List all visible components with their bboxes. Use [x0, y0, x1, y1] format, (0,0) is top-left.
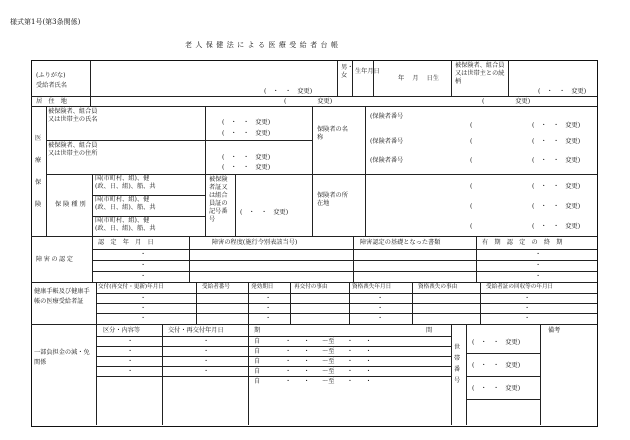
card-effective-dot-2: ・ — [265, 305, 272, 312]
burden-header-issue: 交付・再交付年月日 — [168, 327, 224, 334]
insurer-change-2: ( ・ ・ 変更) — [532, 138, 581, 145]
insurance-type-options-3: 国(市町村、組)、健(政、日、組)、船、共 — [95, 217, 156, 232]
card-issue-dot-3: ・ — [140, 315, 147, 322]
relation-label: 被保険者、組合員又は世帯主との続柄 — [455, 62, 505, 85]
card-header-issue: 交付(再交付・更新)年月日 — [98, 284, 164, 290]
burden-category-dot-3: ・ — [127, 358, 134, 365]
insurer-name-label: 保険者の名称 — [317, 126, 348, 141]
card-header-reissue-reason: 再交付の事由 — [294, 284, 328, 290]
insurer-number-3: (保険者番号 — [370, 157, 404, 164]
disability-header-degree: 障害の程度(施行令別表該当号) — [212, 239, 298, 246]
card-header-effective: 発効期日 — [251, 284, 274, 290]
burden-header-period-1: 期 — [254, 327, 261, 334]
insurer-paren-3: ( — [470, 157, 473, 164]
burden-issue-dot-1: ・ — [203, 338, 210, 345]
disability-date-dot-1: ・ — [140, 251, 147, 258]
period-from-5: 自 — [254, 378, 261, 385]
insurer-address-label: 保険者の所在地 — [317, 192, 348, 207]
insurance-section-label: 医 療 保 険 — [35, 135, 42, 208]
household-change-1: ( ・ ・ 変更) — [472, 339, 521, 346]
birth-label: 生年月日 — [355, 68, 380, 75]
burden-issue-dot-2: ・ — [203, 348, 210, 355]
disability-date-dot-2: ・ — [140, 262, 147, 269]
disability-header-documents: 障害認定の基礎となった書類 — [360, 239, 441, 246]
insurer-paren-2: ( — [470, 138, 473, 145]
relation-change-marker: ( ・ ・ 変更) — [538, 88, 587, 95]
card-loss-dot-2: ・ — [377, 305, 384, 312]
period-from-4: 自 — [254, 368, 261, 375]
insurer-address-change-1: ( ・ ・ 変更) — [532, 183, 581, 190]
card-collection-dot-1: ・ — [524, 295, 531, 302]
insurance-type-options-1: 国(市町村、組)、健(政、日、組)、船、共 — [95, 175, 156, 190]
address-label: 居 住 地 — [36, 98, 67, 105]
household-change-3: ( ・ ・ 変更) — [472, 385, 521, 392]
card-section-label: 健康手帳及び健康手帳の医療受給者証 — [34, 288, 90, 305]
card-collection-dot-2: ・ — [524, 305, 531, 312]
insured-name-change-2: ( ・ ・ 変更) — [222, 130, 271, 137]
household-number-label: 世帯番号 — [454, 344, 461, 384]
period-range-2: ・ ・ ～至 ・ ・ — [285, 348, 372, 355]
recipient-name-label: 受給者氏名 — [36, 82, 67, 89]
household-change-2: ( ・ ・ 変更) — [472, 362, 521, 369]
insurance-type-options-2: 国(市町村、組)、健(政、日、組)、船、共 — [95, 196, 156, 211]
burden-section-label: 一部負担金の減・免関係 — [34, 349, 90, 366]
period-from-2: 自 — [254, 348, 261, 355]
period-range-1: ・ ・ ～至 ・ ・ — [285, 338, 372, 345]
burden-header-period-2: 間 — [426, 327, 433, 334]
furigana-label: (ふりがな) — [36, 72, 66, 79]
insured-address-change: ( ・ ・ 変更) — [222, 154, 271, 161]
disability-term-dot-3: ・ — [535, 273, 542, 280]
burden-header-category: 区分・内容等 — [103, 327, 141, 334]
notes-label: 備考 — [548, 327, 561, 334]
disability-header-date: 認 定 年 月 日 — [98, 239, 154, 246]
birth-value: 年 月 日生 — [398, 75, 440, 82]
name-change-marker: ( ・ ・ 変更) — [264, 88, 313, 95]
burden-category-dot-1: ・ — [127, 338, 134, 345]
disability-term-dot-2: ・ — [535, 262, 542, 269]
period-from-1: 自 — [254, 338, 261, 345]
address-change-marker: ( 変更) — [284, 98, 333, 105]
insurance-type-label: 保険種別 — [55, 201, 88, 208]
disability-term-dot-1: ・ — [535, 251, 542, 258]
card-symbol-label: 被保険者証又は組合員証の記号番号 — [209, 176, 228, 223]
insured-address-change-2: ( ・ ・ 変更) — [222, 164, 271, 171]
burden-category-dot-2: ・ — [127, 348, 134, 355]
card-collection-dot-3: ・ — [524, 315, 531, 322]
burden-issue-dot-4: ・ — [203, 368, 210, 375]
card-effective-dot-1: ・ — [265, 295, 272, 302]
burden-category-dot-4: ・ — [127, 368, 134, 375]
card-header-loss-reason: 資格喪失の事由 — [418, 284, 458, 290]
disability-header-term: 有 期 認 定 の 終 期 — [482, 239, 563, 246]
card-loss-dot-1: ・ — [377, 295, 384, 302]
page-title: 老 人 保 健 法 に よ る 医 療 受 給 者 台 帳 — [185, 41, 339, 49]
card-header-collection: 受給者証の回収等の年月日 — [486, 284, 554, 290]
form-number: 様式第1号(第3条関係) — [10, 18, 81, 26]
insurer-address-change-3: ( ・ ・ 変更) — [532, 223, 581, 230]
disability-date-dot-3: ・ — [140, 273, 147, 280]
card-symbol-change: ( ・ ・ 変更) — [240, 209, 289, 216]
insurer-paren-1: ( — [470, 122, 473, 129]
disability-section-label: 障害の認定 — [36, 256, 75, 263]
insured-name-label: 被保険者、組合員又は世帯主の氏名 — [48, 108, 98, 123]
card-loss-dot-3: ・ — [377, 315, 384, 322]
period-from-3: 自 — [254, 358, 261, 365]
insurer-address-paren-3: ( — [470, 223, 473, 230]
burden-issue-dot-3: ・ — [203, 358, 210, 365]
insured-name-change: ( ・ ・ 変更) — [222, 119, 271, 126]
card-header-loss-date: 資格喪失年月日 — [352, 284, 392, 290]
insurer-number-2: (保険者番号 — [370, 138, 404, 145]
period-range-3: ・ ・ ～至 ・ ・ — [285, 358, 372, 365]
insurer-address-paren-1: ( — [470, 183, 473, 190]
period-range-5: ・ ・ ～至 ・ ・ — [285, 378, 372, 385]
card-issue-dot-2: ・ — [140, 305, 147, 312]
address-change-marker-2: ( 変更) — [482, 98, 531, 105]
card-header-number: 受給者番号 — [202, 284, 230, 290]
period-range-4: ・ ・ ～至 ・ ・ — [285, 368, 372, 375]
insurer-address-change-2: ( ・ ・ 変更) — [532, 203, 581, 210]
sex-label: 男・女 — [341, 64, 354, 79]
card-effective-dot-3: ・ — [265, 315, 272, 322]
insured-address-label: 被保険者、組合員又は世帯主の住所 — [48, 142, 98, 157]
card-issue-dot-1: ・ — [140, 295, 147, 302]
insurer-address-paren-2: ( — [470, 203, 473, 210]
insurer-number-1: (保険者番号 — [370, 113, 404, 120]
insurer-change-1: ( ・ ・ 変更) — [532, 122, 581, 129]
insurer-change-3: ( ・ ・ 変更) — [532, 157, 581, 164]
